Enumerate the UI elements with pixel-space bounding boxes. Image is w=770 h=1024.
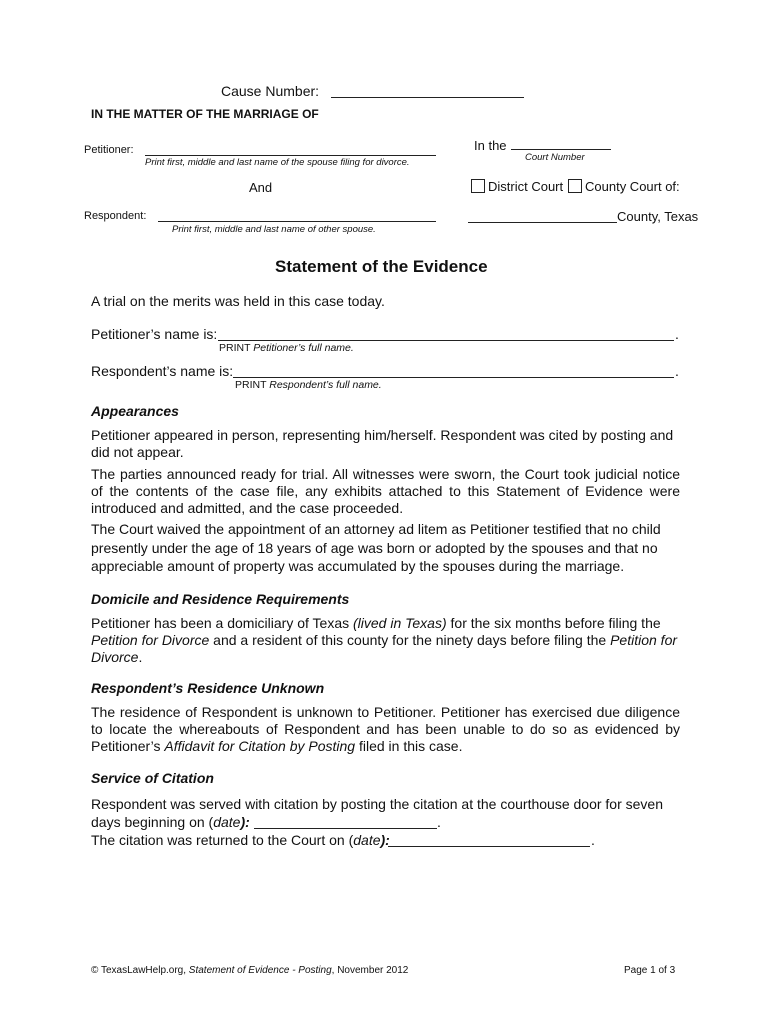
respondent-name-field[interactable] <box>158 221 436 222</box>
district-court-label: District Court <box>488 179 564 194</box>
service-line-2: days beginning on (date): <box>91 814 250 830</box>
print-word: PRINT <box>235 379 267 391</box>
county-texas-label: County, Texas <box>617 209 699 224</box>
respondent-full-name-field[interactable] <box>233 377 674 378</box>
footer-citation: © TexasLawHelp.org, Statement of Evidence - Posting, November 2012 <box>91 965 409 976</box>
respondent-full-name-hint: Respondent’s full name. <box>269 379 382 391</box>
appearances-paragraph-1: Petitioner appeared in person, representing him/herself. Respondent was cited by posting and did not appear. <box>91 427 674 460</box>
county-name-field[interactable] <box>468 222 617 223</box>
court-number-field[interactable] <box>511 149 611 150</box>
petitioner-hint: Print first, middle and last name of the spouse filing for divorce. <box>145 157 410 168</box>
cause-number-field[interactable] <box>331 97 524 98</box>
document-title: Statement of the Evidence <box>275 257 488 276</box>
petitioner-name-label: Petitioner’s name is: <box>91 326 218 342</box>
trial-sentence: A trial on the merits was held in this case today. <box>91 293 385 309</box>
respondent-hint: Print first, middle and last name of other spouse. <box>172 224 376 235</box>
appearances-paragraph-3-line-2: presently under the age of 18 years of age was born or adopted by the spouses and that no <box>91 540 658 556</box>
respondent-name-hint <box>235 379 382 391</box>
service-line-3-period: . <box>591 832 595 848</box>
respondent-name-period: . <box>675 363 679 379</box>
petitioner-name-field[interactable] <box>145 155 436 156</box>
domicile-heading: Domicile and Residence Requirements <box>91 591 350 607</box>
respondent-name-label: Respondent’s name is: <box>91 363 234 379</box>
in-the-label: In the <box>474 138 507 153</box>
county-court-checkbox[interactable] <box>568 179 582 193</box>
print-word: PRINT <box>219 342 251 354</box>
county-court-label: County Court of: <box>585 179 680 194</box>
petitioner-full-name-field[interactable] <box>218 340 674 341</box>
cause-number-label: Cause Number: <box>221 83 320 99</box>
residence-unknown-paragraph: The residence of Respondent is unknown to Petitioner. Petitioner has exercised due diligence to locate the whereabouts of Respondent and has been unable to do so as evidenced by Petitioner’s Affidavit for Citation by Posting filed in this case. <box>91 704 680 754</box>
and-label: And <box>249 180 273 195</box>
citation-returned-date-field[interactable] <box>388 846 590 847</box>
respondent-label: Respondent: <box>84 210 147 222</box>
court-number-hint: Court Number <box>525 152 585 163</box>
service-line-3: The citation was returned to the Court on (date): <box>91 832 390 848</box>
appearances-paragraph-2: The parties announced ready for trial. All witnesses were sworn, the Court took judicial notice of the contents of the case file, any exhibits attached to this Statement of Evidence were introduced and admitted, and the case proceeded. <box>91 466 680 516</box>
appearances-paragraph-3-line-3: appreciable amount of property was accumulated by the spouses during the marriage. <box>91 558 625 574</box>
district-court-checkbox[interactable] <box>471 179 485 193</box>
matter-title: IN THE MATTER OF THE MARRIAGE OF <box>91 107 319 121</box>
petitioner-name-period: . <box>675 326 679 342</box>
appearances-paragraph-3-line-1: The Court waived the appointment of an attorney ad litem as Petitioner testified that no child <box>91 521 661 537</box>
page-number: Page 1 of 3 <box>624 965 676 976</box>
service-of-citation-heading: Service of Citation <box>91 770 214 786</box>
petitioner-label: Petitioner: <box>84 144 134 156</box>
appearances-heading: Appearances <box>91 403 179 419</box>
petitioner-name-hint <box>219 342 354 354</box>
service-begin-date-field[interactable] <box>254 828 437 829</box>
service-line-1: Respondent was served with citation by posting the citation at the courthouse door for seven <box>91 796 664 812</box>
domicile-paragraph: Petitioner has been a domiciliary of Texas (lived in Texas) for the six months before filing the Petition for Divorce and a resident of this county for the ninety days before filing the Petition for Divorce. <box>91 615 678 665</box>
petitioner-full-name-hint: Petitioner’s full name. <box>253 342 354 354</box>
service-line-2-period: . <box>437 814 441 830</box>
residence-unknown-heading: Respondent’s Residence Unknown <box>91 680 325 696</box>
